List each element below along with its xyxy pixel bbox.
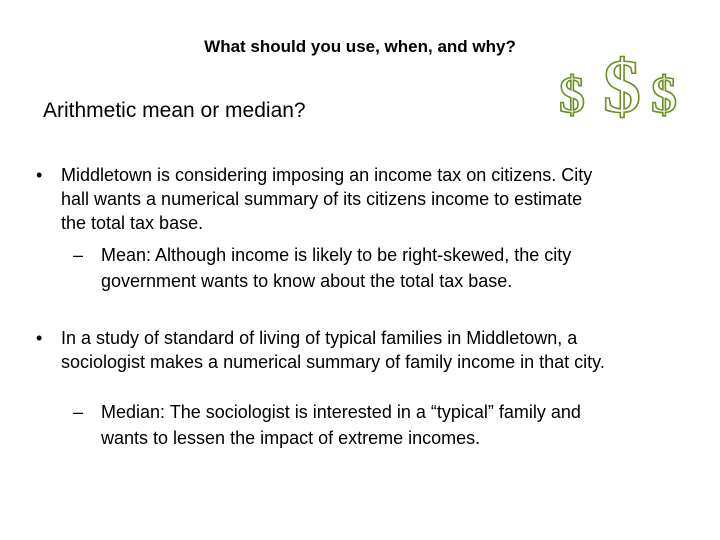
- sub-bullet-marker: –: [73, 245, 84, 265]
- dollar-signs-icon: [555, 40, 700, 125]
- answer-line: [101, 399, 581, 425]
- answer-text: [101, 242, 571, 294]
- answer-explanation: : The sociologist is interested in a “typical” family and: [160, 402, 581, 422]
- answer-term: Median: [101, 402, 161, 422]
- answer-line: [101, 242, 571, 268]
- sub-bullet-marker: –: [73, 402, 84, 422]
- answer-explanation: : Although income is likely to be right-skewed, the city: [146, 245, 572, 265]
- slide-subtitle: Arithmetic mean or median?: [43, 99, 306, 122]
- bullet-line: the total tax base.: [61, 213, 204, 233]
- bullet-marker: •: [36, 328, 43, 348]
- answer-text: [101, 399, 581, 451]
- answer-line: government wants to know about the total tax base.: [101, 271, 513, 291]
- bullet-text: [61, 326, 605, 374]
- slide-title: What should you use, when, and why?: [204, 37, 516, 56]
- bullet-line: In a study of standard of living of typical families in Middletown, a: [61, 328, 578, 348]
- dollar-sign-middle: $: [603, 45, 641, 125]
- bullet-line: Middletown is considering imposing an income tax on citizens. City: [61, 165, 593, 185]
- answer-line: wants to lessen the impact of extreme incomes.: [101, 428, 481, 448]
- bullet-text: [61, 163, 592, 235]
- dollar-sign-left: $: [559, 67, 585, 124]
- bullet-line: hall wants a numerical summary of its citizens income to estimate: [61, 189, 583, 209]
- bullet-line: sociologist makes a numerical summary of family income in that city.: [61, 352, 605, 372]
- dollar-sign-right: $: [651, 67, 677, 124]
- answer-term: Mean: [101, 245, 147, 265]
- bullet-marker: •: [36, 165, 43, 185]
